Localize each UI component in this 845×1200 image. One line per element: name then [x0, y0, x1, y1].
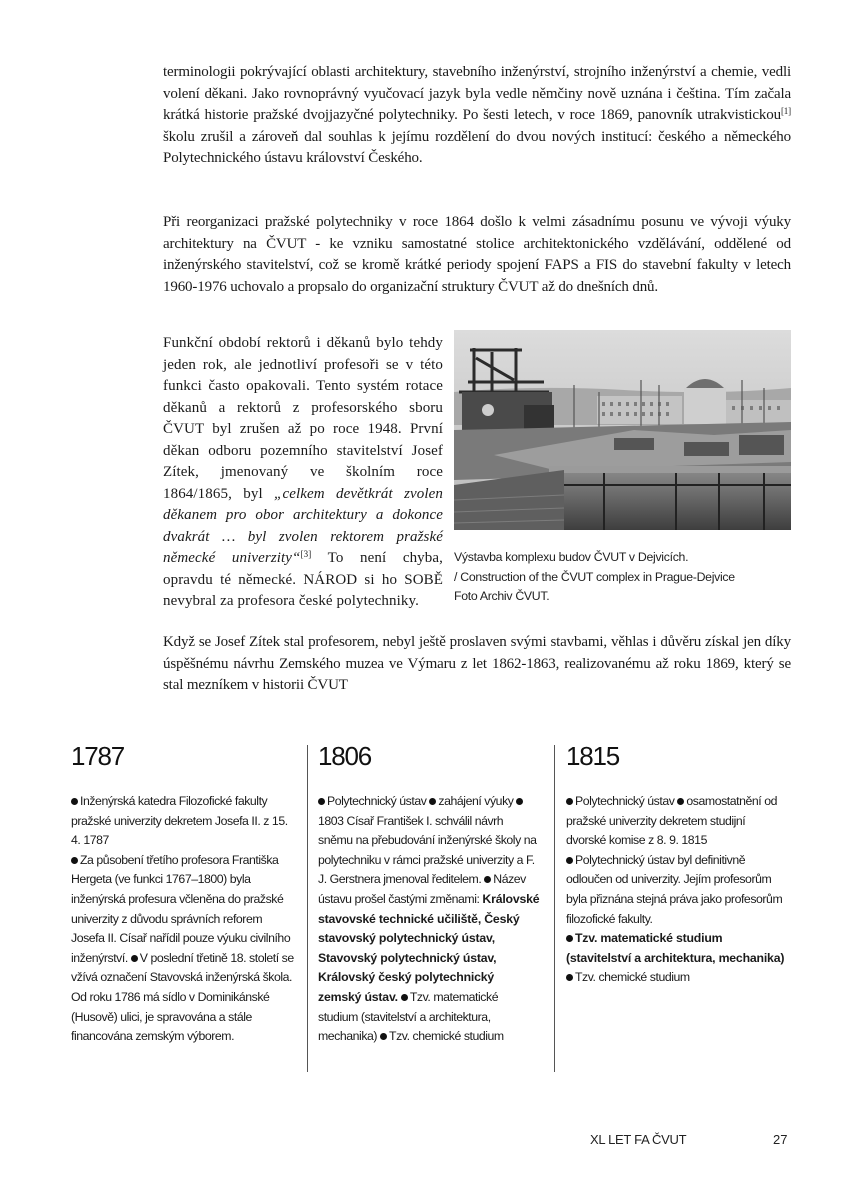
bullet-icon — [516, 798, 523, 805]
timeline-item: V poslední třetině 18. století se vžívá označení Stavovská inženýrská škola. Od roku 1786 má sídlo v Dominikánské (Husově) ulici, je spravována a stále financována zemským výborem. — [71, 950, 294, 1044]
timeline-item: Polytechnický ústav — [327, 794, 427, 808]
bullet-icon — [401, 994, 408, 1001]
timeline-item-bold: Královské stavovské technické učiliště, Český stavovský polytechnický ústav, Stavovský polytechnický ústav, Královský český polytechnický zemský ústav. — [318, 891, 540, 1004]
bullet-icon — [131, 955, 138, 962]
timeline-item: zahájení výuky — [438, 794, 514, 808]
body-paragraph-1 — [163, 62, 791, 170]
timeline-item: Název ústavu prošel častými změnami: — [318, 872, 526, 906]
timeline-column-1806 — [318, 740, 540, 1047]
timeline-year: 1787 — [71, 741, 125, 771]
bullet-icon — [566, 935, 573, 942]
paragraph-text: školu zrušil a zároveň dal souhlas k jejímu rozdělení do dvou nových institucí: českého a německého Polytechnického ústavu království Českého. — [163, 128, 791, 166]
bullet-icon — [566, 974, 573, 981]
timeline-item: Tzv. chemické studium — [575, 970, 690, 985]
body-paragraph-2: Při reorganizaci pražské polytechniky v roce 1864 došlo k velmi zásadnímu posunu ve vývoji výuky architektury na ČVUT - ke vzniku samostatné stolice architektonického vzdělávání, oddělené od inženýrského stavitelství, což se kromě krátké periody spojení FAPS a FIS do stavební fakulty v letech 1960-1976 uchovalo a propsalo do organizační struktury ČVUT až do dnešních dnů. — [163, 214, 791, 295]
bullet-icon — [484, 876, 491, 883]
publication-title: XL LET FA ČVUT — [590, 1132, 687, 1147]
timeline-item: Tzv. chemické studium — [389, 1029, 504, 1044]
timeline-text — [71, 792, 296, 1047]
bullet-icon — [677, 798, 684, 805]
timeline-divider — [554, 745, 555, 1072]
body-paragraph-3 — [163, 333, 443, 613]
timeline-year: 1815 — [566, 741, 620, 771]
timeline-item: Polytechnický ústav byl definitivně odloučen od univerzity. Jejím profesorům byla přiznána stejná práva jako profesorům filozofické fakulty. — [566, 852, 783, 926]
timeline-item: Tzv. matematické studium (stavitelství a architektura, mechanika) — [318, 989, 499, 1044]
page-number: 27 — [773, 1132, 788, 1147]
photo-image — [454, 330, 791, 530]
timeline-column-1787 — [71, 740, 296, 1047]
timeline-item-bold: Tzv. matematické studium (stavitelství a architektura, mechanika) — [566, 931, 785, 965]
paragraph-text: terminologii pokrývající oblasti architektury, stavebního inženýrství, strojního inženýrství a chemie, vedli volení děkani. Jako rovnoprávný vyučovací jazyk byla vedle němčiny nově uznána i čeština. Tím začala krátká historie pražské dvojjazyčné polytechniky. Po šesti letech, v roce 1869, panovník utrakvistickou — [163, 64, 791, 123]
footnote-ref-3[interactable]: [3] — [300, 549, 312, 559]
bullet-icon — [71, 798, 78, 805]
construction-photo — [454, 330, 791, 530]
timeline-year: 1806 — [318, 741, 372, 771]
caption-line-czech: Výstavba komplexu budov ČVUT v Dejvicích. — [454, 550, 689, 564]
timeline-item: Za působení třetího profesora Františka Hergeta (ve funkci 1767–1800) byla inženýrská profesura včleněna do pražské univerzity z důvodu správních reforem Josefa II. Císař nařídil pouze výuku civilního inženýrství. — [71, 852, 291, 965]
bullet-icon — [71, 857, 78, 864]
quote: „celkem devětkrát zvolen děkanem pro obor architektury a dokonce dvakrát … byl zvolen rektorem pražské německé univerzity“ — [163, 485, 443, 566]
bullet-icon — [380, 1033, 387, 1040]
timeline-column-1815 — [566, 740, 788, 988]
timeline-item: Inženýrská katedra Filozofické fakulty pražské univerzity dekretem Josefa II. z 15. 4. 1787 — [71, 794, 288, 848]
timeline-item: Polytechnický ústav — [575, 794, 675, 808]
timeline-item: osamostatnění od pražské univerzity dekretem studijní dvorské komise z 8. 9. 1815 — [566, 794, 777, 848]
bullet-icon — [429, 798, 436, 805]
timeline-item: 1803 Císař František I. schválil návrh sněmu na přebudování inženýrské školy na polytechniku v rámci pražské univerzity a F. J. Gerstnera jmenoval ředitelem. — [318, 813, 537, 887]
footnote-ref-1[interactable]: [1] — [780, 106, 791, 116]
timeline-divider — [307, 745, 308, 1072]
photo-caption — [454, 548, 799, 607]
body-paragraph-4: Když se Josef Zítek stal profesorem, nebyl ještě proslaven svými stavbami, věhlas i důvěru získal jen díky úspěšnému návrhu Zemského muzea ve Výmaru z let 1862-1863, realizovanému až roku 1869, který se stal mezníkem v historii ČVUT — [163, 634, 791, 693]
caption-line-credit: Foto Archiv ČVUT. — [454, 589, 550, 603]
bullet-icon — [566, 857, 573, 864]
caption-line-english: / Construction of the ČVUT complex in Prague-Dejvice — [454, 569, 735, 584]
paragraph-text: Funkční období rektorů i děkanů bylo tehdy jeden rok, ale jednotliví profesoři se v této funkci často opakovali. Tento systém rotace děkanů a rektorů z profesorského sboru ČVUT byl zrušen až po roce 1948. První děkan odboru pozemního stavitelství Josef Zítek, jmenovaný ve školním roce 1864/1865, byl — [163, 335, 443, 502]
bullet-icon — [566, 798, 573, 805]
paragraph-text: To není chyba, opravdu té německé. NÁROD si ho SOBĚ nevybral za profesora české polytechniky. — [163, 550, 443, 609]
bullet-icon — [318, 798, 325, 805]
timeline-text — [566, 792, 788, 988]
timeline-text — [318, 792, 540, 1047]
